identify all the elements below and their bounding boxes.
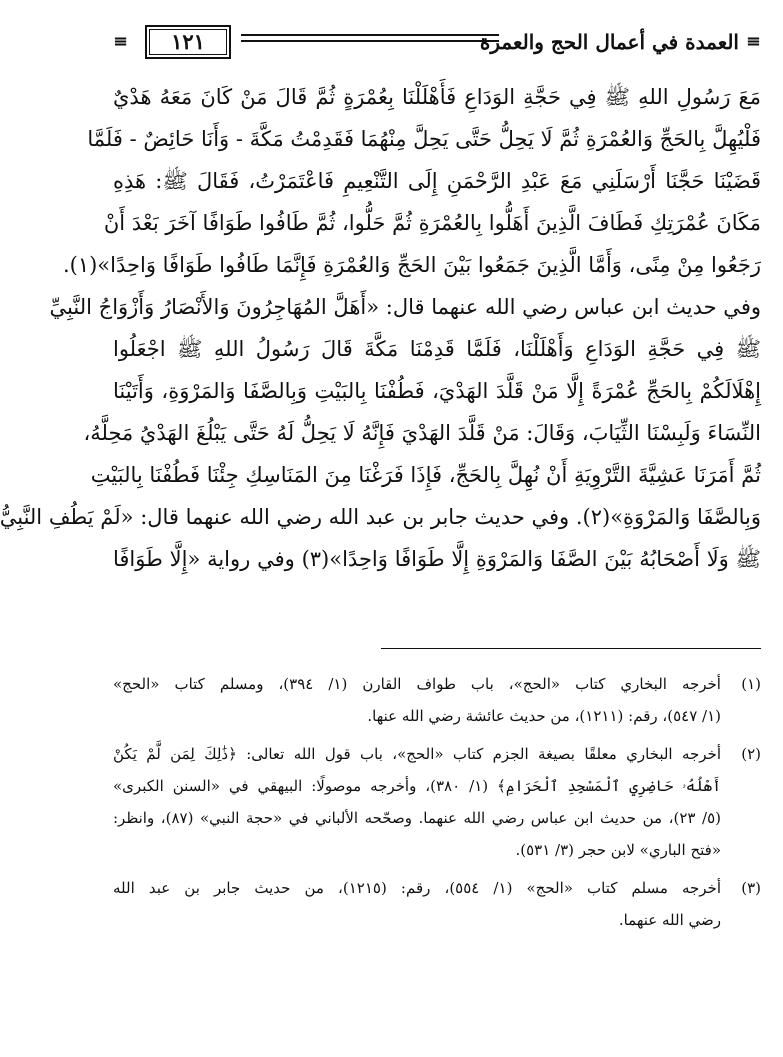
text-line: قَضَيْنَا حَجَّنَا أَرْسَلَنِي مَعَ عَبْدِ الرَّحْمَنِ إِلَى التَّنْعِيمِ فَاعْتَمَرْتُ، فَقَالَ ﷺ: هَذِهِ [113, 169, 761, 193]
text-line: إِهْلَالَكُمْ بِالحَجِّ عُمْرَةً إِلَّا مَنْ قَلَّدَ الهَدْيَ، فَطُفْنَا بِالبَيْتِ وَبِالصَّفَا وَالمَرْوَةِ، وَأَتَيْنَا [113, 379, 761, 403]
book-page [0, 20, 761, 1040]
footnote-line: أخرجه مسلم كتاب «الحج» (١/ ٥٥٤)، رقم: (١٢١٥)، من حديث جابر بن عبد الله [113, 879, 721, 897]
footnote-number: (٣) [741, 879, 761, 897]
text-line: ﷺ وَلَا أَصْحَابُهُ بَيْنَ الصَّفَا وَالمَرْوَةِ إِلَّا طَوَافًا وَاحِدًا»(٣) وفي رواية «إِلَّا طَوَافًا [113, 547, 761, 571]
running-header [113, 20, 761, 70]
text-line: وَبِالصَّفَا وَالمَرْوَةِ»(٢). وفي حديث جابر بن عبد الله رضي الله عنهما قال: «لَمْ يَطُفِ النَّبِيُّ [0, 505, 761, 529]
footnote-number: (١) [741, 675, 761, 693]
header-rule [241, 34, 499, 42]
footnote-line: أخرجه البخاري كتاب «الحج»، باب طواف القارن (١/ ٣٩٤)، ومسلم كتاب «الحج» [113, 675, 721, 693]
text-line: فَلْيُهِلَّ بِالحَجِّ وَالعُمْرَةِ ثُمَّ لَا يَحِلُّ حَتَّى يَحِلَّ مِنْهُمَا فَقَدِمْتُ مَكَّةَ - وَأَنَا حَائِضٌ - فَلَمَّا [87, 127, 761, 151]
footnotes [113, 668, 761, 942]
footnote-line: (١/ ٥٤٧)، رقم: (١٢١١)، من حديث عائشة رضي الله عنها. [367, 707, 721, 725]
footnote-line: «فتح الباري» لابن حجر (٣/ ٥٣١). [515, 841, 721, 859]
footnote-line: أَهْلُهُۥ حَاضِرِي ٱلْمَسْجِدِ ٱلْحَرَامِ﴾ (١/ ٣٨٠)، وأخرجه موصولًا: البيهقي في «السنن الكبرى» [113, 777, 722, 795]
header-title: العمدة في أعمال الحج والعمرة [479, 30, 739, 54]
footnote-1 [113, 668, 761, 732]
text-line: ثُمَّ أَمَرَنَا عَشِيَّةَ التَّرْوِيَةِ أَنْ نُهِلَّ بِالحَجِّ، فَإِذَا فَرَغْنَا مِنَ المَنَاسِكِ جِئْنَا فَطُفْنَا بِالبَيْتِ [90, 463, 761, 487]
page-number: ١٢١ [145, 25, 231, 59]
footnote-number: (٢) [741, 745, 761, 763]
text-line: وفي حديث ابن عباس رضي الله عنهما قال: «أَهَلَّ المُهَاجِرُونَ وَالأَنْصَارُ وَأَزْوَاجُ النَّبِيِّ [49, 295, 761, 319]
text-line: مَعَ رَسُولِ اللهِ ﷺ فِي حَجَّةِ الوَدَاعِ فَأَهْلَلْنَا بِعُمْرَةٍ ثُمَّ قَالَ مَنْ كَانَ مَعَهُ هَدْيٌ [113, 85, 761, 109]
text-line: النِّسَاءَ وَلَبِسْنَا الثِّيَابَ، وَقَالَ: مَنْ قَلَّدَ الهَدْيَ فَإِنَّهُ لَا يَحِلُّ لَهُ حَتَّى يَبْلُغَ الهَدْيُ مَحِلَّهُ، [83, 421, 761, 445]
header-left-mark: ≡ [113, 31, 129, 52]
text-line: ﷺ فِي حَجَّةِ الوَدَاعِ وَأَهْلَلْنَا، فَلَمَّا قَدِمْنَا مَكَّةَ قَالَ رَسُولُ اللهِ ﷺ اجْعَلُوا [113, 337, 761, 361]
text-line: مَكَانَ عُمْرَتِكِ فَطَافَ الَّذِينَ أَهَلُّوا بِالعُمْرَةِ ثُمَّ حَلُّوا، ثُمَّ طَافُوا طَوَافًا آخَرَ بَعْدَ أَنْ [103, 211, 761, 235]
main-text [0, 76, 761, 580]
text-line: رَجَعُوا مِنْ مِنًى، وَأَمَّا الَّذِينَ جَمَعُوا بَيْنَ الحَجِّ وَالعُمْرَةِ فَإِنَّمَا طَافُوا طَوَافًا وَاحِدًا»(١). [62, 253, 761, 277]
footnote-line: أخرجه البخاري معلقًا بصيغة الجزم كتاب «الحج»، باب قول الله تعالى: ﴿ذَٰلِكَ لِمَن لَّمْ يَكُنْ [113, 745, 721, 763]
header-right-mark: ≡ [745, 31, 761, 52]
footnote-2 [113, 738, 761, 866]
footnote-line: رضي الله عنهما. [618, 911, 721, 929]
footnote-line: (٥/ ٢٣)، من حديث ابن عباس رضي الله عنهما. وصحّحه الألباني في «حجة النبي» (٨٧)، وانظر: [113, 809, 721, 827]
footnote-separator [381, 648, 761, 649]
footnote-3 [113, 872, 761, 936]
